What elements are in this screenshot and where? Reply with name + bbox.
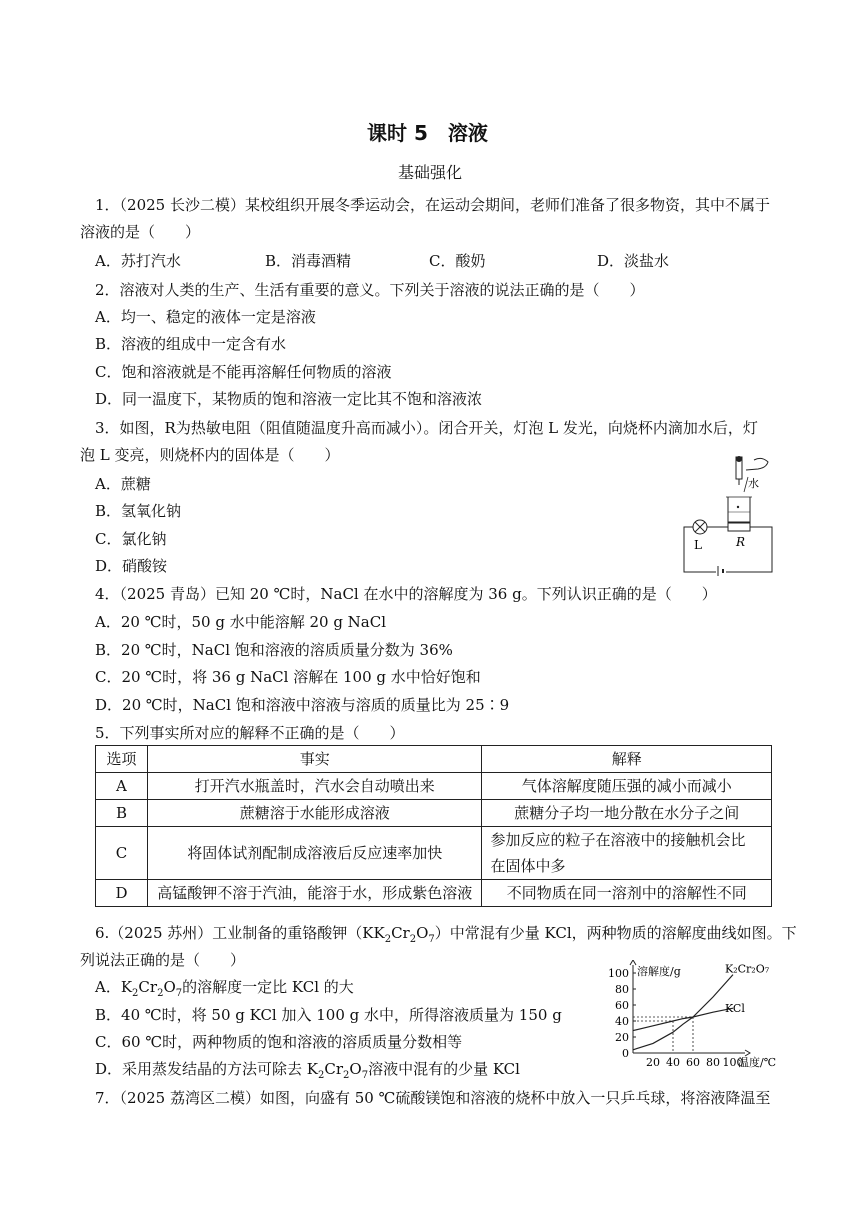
series-line [633,975,733,1050]
table-header-explain: 解释 [482,746,772,773]
q1-option-b: B．消毒酒精 [265,252,352,270]
table-cell-fact: 将固体试剂配制成溶液后反应速率加快 [147,827,481,880]
x-tick-label: 40 [666,1056,680,1069]
table-cell-option: B [96,800,148,827]
beaker-icon [728,497,750,522]
q3-stem-line2: 泡 L 变亮，则烧杯内的固体是（ ） [80,446,340,464]
y-tick-label: 40 [615,1015,629,1028]
y-tick-label: 20 [615,1031,629,1044]
table-cell-explain-line2: 在固体中多 [490,857,566,875]
solubility-chart [600,960,796,1080]
x-tick-label: 20 [646,1056,660,1069]
x-tick-label: 60 [686,1056,700,1069]
table-cell-fact: 打开汽水瓶盖时，汽水会自动喷出来 [147,773,481,800]
table-header-row [96,746,772,773]
lamp-label: L [694,538,702,552]
y-tick-label: 0 [622,1047,629,1060]
section-heading: 基础强化 [398,163,463,182]
y-tick-label: 60 [615,999,629,1012]
q1-option-c: C．酸奶 [429,252,486,270]
q1-stem-line1: 1．（2025 长沙二模）某校组织开展冬季运动会，在运动会期间，老师们准备了很多物资，其中不属于 [95,196,770,214]
q6-option-c: C．60 ℃时，两种物质的饱和溶液的溶质质量分数相等 [95,1033,463,1051]
q2-stem: 2．溶液对人类的生产、生活有重要的意义。下列关于溶液的说法正确的是（ ） [95,281,645,299]
q4-option-d: D．20 ℃时，NaCl 饱和溶液中溶液与溶质的质量比为 25∶9 [95,696,510,714]
resistor-label: R [736,535,746,549]
table-header-fact: 事实 [147,746,481,773]
table-cell-fact: 高锰酸钾不溶于汽油，能溶于水，形成紫色溶液 [147,880,481,907]
x-tick-label: 80 [706,1056,720,1069]
q4-option-b: B．20 ℃时，NaCl 饱和溶液的溶质质量分数为 36% [95,641,453,659]
q3-option-b: B．氢氧化钠 [95,502,182,520]
series-label: K₂Cr₂O₇ [725,962,770,976]
table-cell-fact: 蔗糖溶于水能形成溶液 [147,800,481,827]
q5-table [95,745,772,907]
q2-option-d: D．同一温度下，某物质的饱和溶液一定比其不饱和溶液浓 [95,390,483,408]
table-header-option: 选项 [96,746,148,773]
q1-stem-line2: 溶液的是（ ） [80,223,201,241]
q4-option-c: C．20 ℃时，将 36 g NaCl 溶解在 100 g 水中恰好饱和 [95,668,481,686]
q3-stem-line1: 3．如图，R为热敏电阻（阻值随温度升高而减小）。闭合开关，灯泡 L 发光，向烧杯内滴加水后，灯 [95,419,758,437]
q6-option-d: D．采用蒸发结晶的方法可除去 $K_2Cr_2O_7$溶液中混有的少量 KCl [95,1060,520,1081]
series-label: KCl [725,1002,745,1016]
table-row [96,880,772,907]
formula-k2cr2o7: $K_2Cr_2O_7$ [373,924,435,945]
q2-option-b: B．溶液的组成中一定含有水 [95,335,287,353]
q6-stem-line1: 6.（2025 苏州）工业制备的重铬酸钾$(KK_2Cr_2O_7)$中常混有少量 KCl，两种物质的溶解度曲线如图。下 [95,924,797,945]
page-title: 课时 5 溶液 [367,121,488,145]
q2-option-a: A．均一、稳定的液体一定是溶液 [95,308,316,326]
table-cell-explain: 蔗糖分子均一地分散在水分子之间 [482,800,772,827]
q1-option-d: D．淡盐水 [597,252,670,270]
table-row [96,773,772,800]
q3-option-a: A．蔗糖 [95,475,151,493]
q3-option-d: D．硝酸铵 [95,557,168,575]
q3-option-c: C．氯化钠 [95,530,167,548]
q1-option-a: A．苏打汽水 [95,252,181,270]
hand-icon [746,458,768,470]
q4-stem: 4．（2025 青岛）已知 20 ℃时，NaCl 在水中的溶解度为 36 g。下列认识正确的是（ ） [95,585,717,603]
table-cell-explain: 气体溶解度随压强的减小而减小 [482,773,772,800]
y-tick-label: 80 [615,983,629,996]
q4-option-a: A．20 ℃时，50 g 水中能溶解 20 g NaCl [95,613,387,631]
y-axis-label: 溶解度/g [637,965,681,978]
y-tick-label: 100 [608,967,629,980]
table-cell-explain [482,827,772,880]
table-cell-option: D [96,880,148,907]
circuit-figure [676,452,776,576]
q2-option-c: C．饱和溶液就是不能再溶解任何物质的溶液 [95,363,392,381]
q6-option-a: A．$K_2Cr_2O_7$的溶解度一定比 KCl 的大 [95,978,354,999]
y-axis-arrow [630,960,636,965]
table-row [96,800,772,827]
table-cell-explain-line1: 参加反应的粒子在溶液中的接触机会比 [490,831,746,849]
q7-stem: 7．（2025 荔湾区二模）如图，向盛有 50 ℃硫酸镁饱和溶液的烧杯中放入一只乒乓球，将溶液降温至 [95,1089,771,1107]
series-line [633,1008,733,1030]
q6-stem-line2: 列说法正确的是（ ） [80,951,246,969]
q6-option-b: B．40 ℃时，将 50 g KCl 加入 100 g 水中，所得溶液质量为 150 g [95,1006,562,1024]
q5-stem: 5．下列事实所对应的解释不正确的是（ ） [95,724,405,742]
table-cell-option: C [96,827,148,880]
table-cell-explain: 不同物质在同一溶剂中的溶解性不同 [482,880,772,907]
x-axis-label: 温度/℃ [738,1056,777,1069]
x-tick-label: 100 [722,1056,744,1069]
water-label: 水 [748,477,759,490]
table-row [96,827,772,880]
table-cell-option: A [96,773,148,800]
resistor-icon [728,523,750,531]
